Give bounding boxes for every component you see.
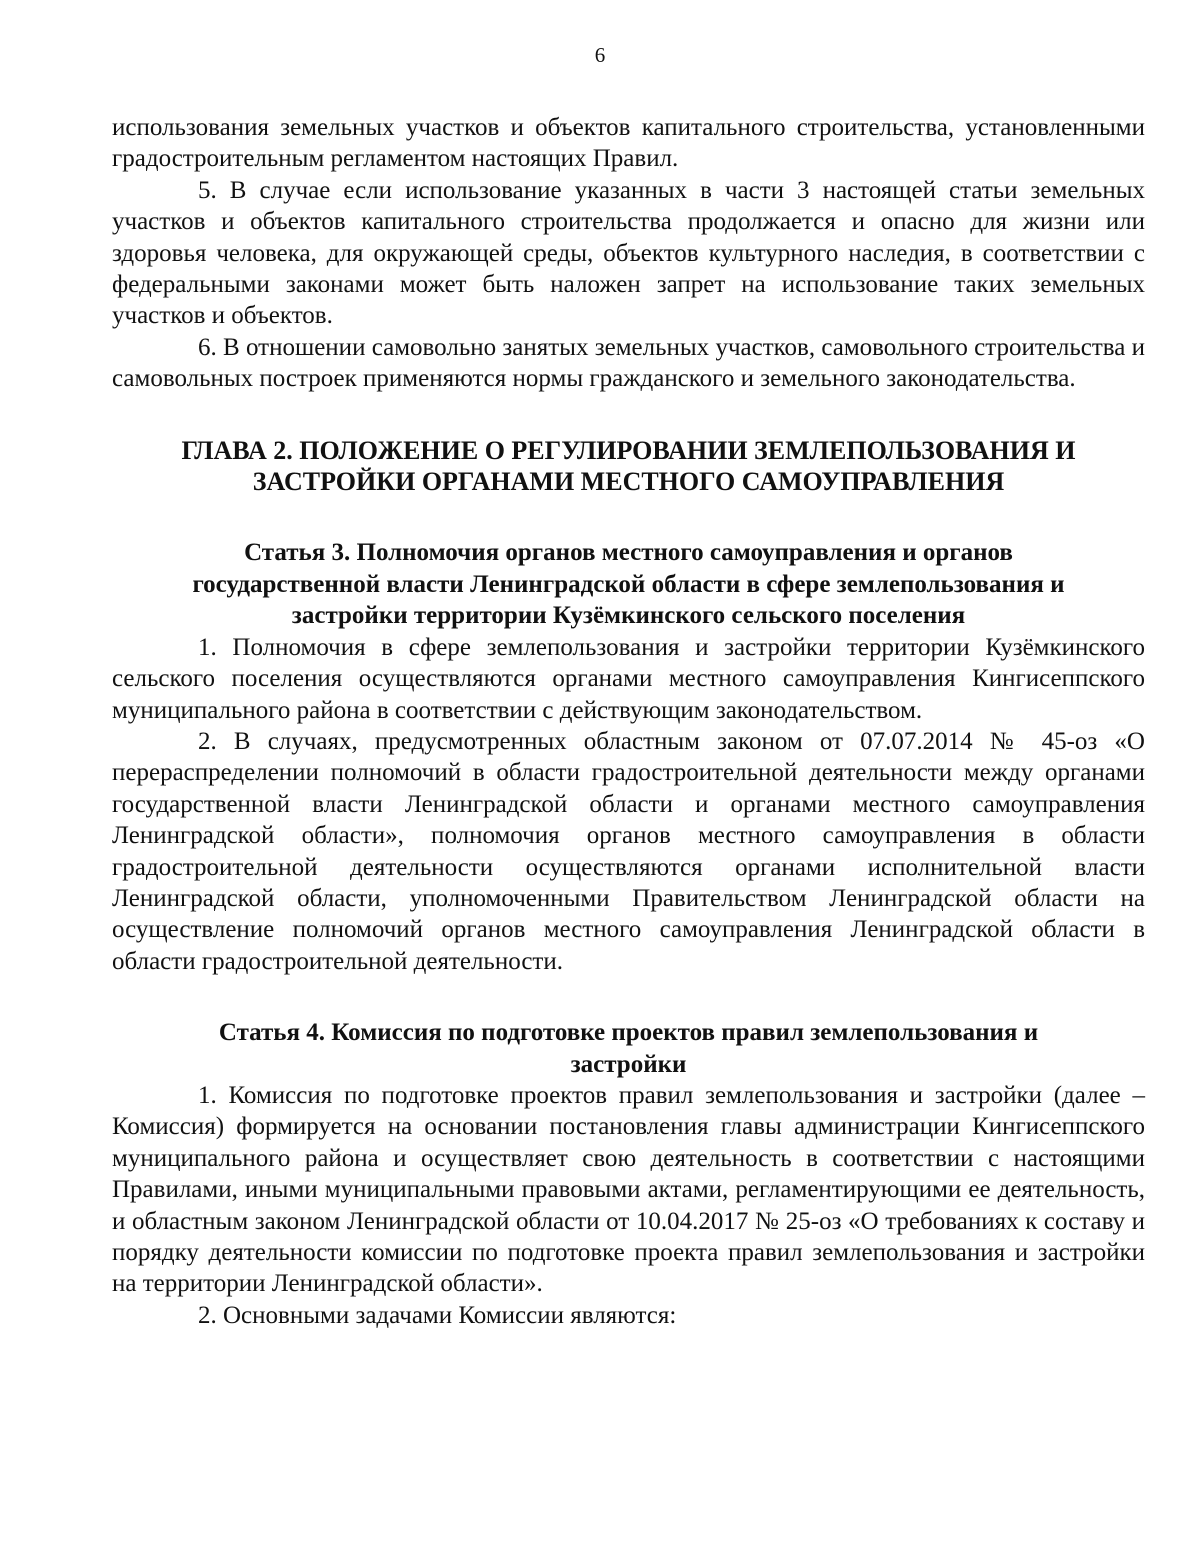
document-body [112,112,1145,1331]
chapter-2-heading [112,435,1145,498]
article-4-heading-line-2: застройки [570,1050,687,1078]
article-3-heading-line-2: государственной власти Ленинградской области в сфере землепользования и [192,570,1065,598]
article-3-paragraph-2: 2. В случаях, предусмотренных областным законом от 07.07.2014 № 45-оз «О перераспределении полномочий в области градостроительной деятельности между органами государственной власти Ленинградской области и органами местного самоуправления Ленинградской области», полномочия органов местного самоуправления в области градостроительной деятельности осуществляются органами исполнительной власти Ленинградской области, уполномоченными Правительством Ленинградской области на осуществление полномочий органов местного самоуправления Ленинградской области в области градостроительной деятельности. [112,727,1145,975]
intro-continued-paragraph: использования земельных участков и объектов капитального строительства, установленными градостроительным регламентом настоящих Правил. [112,114,1145,173]
article-4-paragraph-1: 1. Комиссия по подготовке проектов правил землепользования и застройки (далее – Комиссия) формируется на основании постановления главы администрации Кингисеппского муниципального района и осуществляет свою деятельность в соответствии с настоящими Правилами, иными муниципальными правовыми актами, регламентирующими ее деятельность, и областным законом Ленинградской области от 10.04.2017 № 25-оз «О требованиях к составу и порядку деятельности комиссии по подготовке проекта правил землепользования и застройки на территории Ленинградской области». [112,1081,1145,1298]
article-3-heading-line-1: Статья 3. Полномочия органов местного самоуправления и органов [244,539,1013,567]
article-4-heading-line-1: Статья 4. Комиссия по подготовке проектов правил землепользования и [218,1019,1039,1047]
intro-paragraph-6: 6. В отношении самовольно занятых земельных участков, самовольного строительства и самовольных построек применяются нормы гражданского и земельного законодательства. [112,333,1145,393]
page-number: 6 [594,43,606,67]
article-3-heading [112,537,1145,631]
article-4-heading [112,1017,1145,1080]
article-4-paragraph-2: 2. Основными задачами Комиссии являются: [198,1301,677,1329]
article-3-heading-line-3: застройки территории Кузёмкинского сельского поселения [291,602,966,630]
article-3-paragraph-1: 1. Полномочия в сфере землепользования и застройки территории Кузёмкинского сельского поселения осуществляются органами местного самоуправления Кингисеппского муниципального района в соответствии с действующим законодательством. [112,633,1145,724]
intro-paragraph-5: 5. В случае если использование указанных в части 3 настоящей статьи земельных участков и объектов капитального строительства продолжается и опасно для жизни или здоровья человека, для окружающей среды, объектов культурного наследия, в соответствии с федеральными законами может быть наложен запрет на использование таких земельных участков и объектов. [112,176,1145,330]
chapter-2-heading-line-2: ЗАСТРОЙКИ ОРГАНАМИ МЕСТНОГО САМОУПРАВЛЕНИЯ [252,467,1005,497]
chapter-2-heading-line-1: ГЛАВА 2. ПОЛОЖЕНИЕ О РЕГУЛИРОВАНИИ ЗЕМЛЕПОЛЬЗОВАНИЯ И [181,435,1076,465]
